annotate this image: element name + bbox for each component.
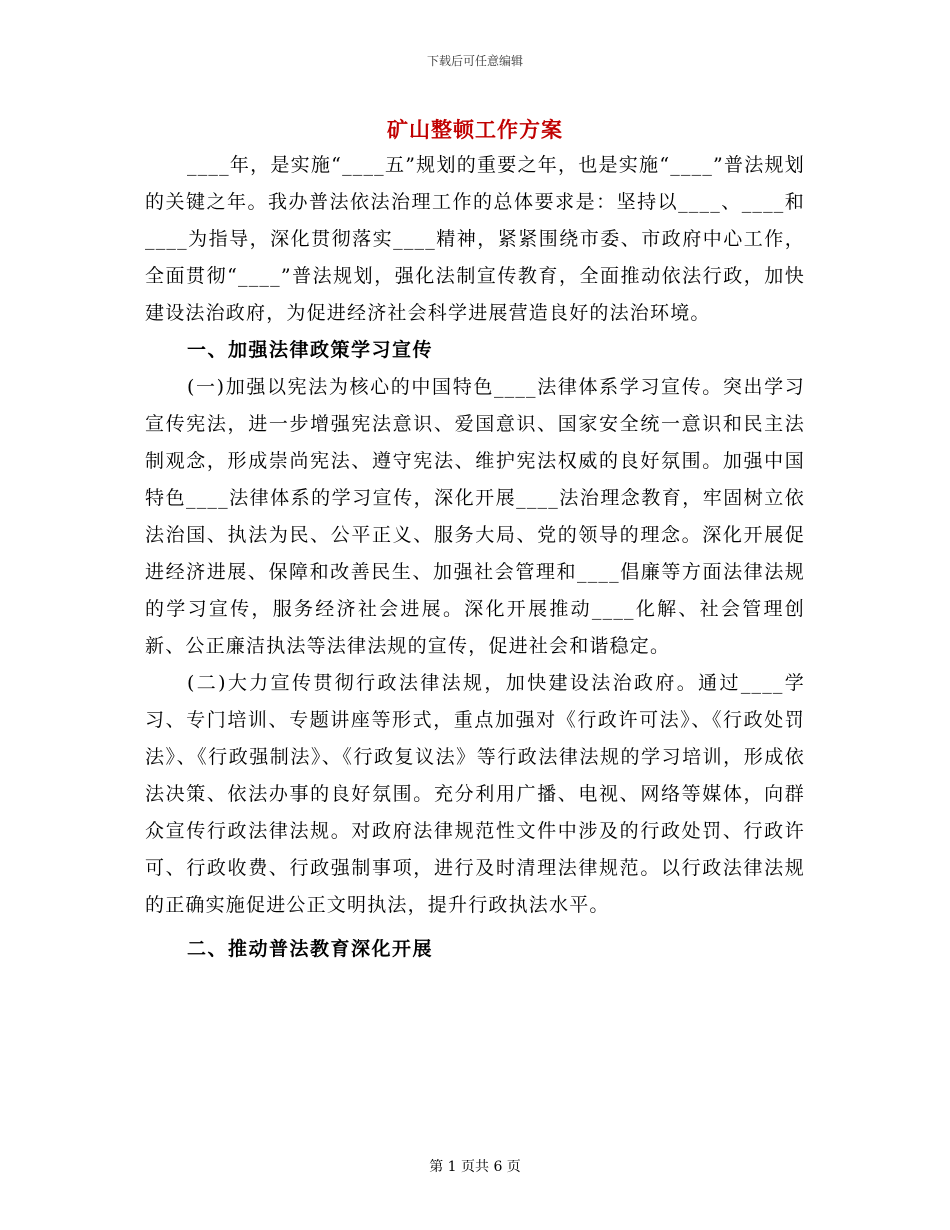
section-1-paragraph-1: (一)加强以宪法为核心的中国特色____法律体系学习宣传。突出学习宣传宪法，进一步增强宪法意识、爱国意识、国家安全统一意识和民主法制观念，形成崇尚宪法、遵守宪法、维护宪法权威的良好氛围。加强中国特色____法律体系的学习宣传，深化开展____法治理念教育，牢固树立依法治国、执法为民、公平正义、服务大局、党的领导的理念。深化开展促进经济进展、保障和改善民生、加强社会管理和____倡廉等方面法律法规的学习宣传，服务经济社会进展。深化开展推动____化解、社会管理创新、公正廉洁执法等法律法规的宣传，促进社会和谐稳定。 (145, 376, 805, 657)
intro-paragraph: ____年，是实施“____五”规划的重要之年，也是实施“____”普法规划的关键之年。我办普法依法治理工作的总体要求是：坚持以____、____和____为指导，深化贯彻落实____精神，紧紧围绕市委、市政府中心工作，全面贯彻“____”普法规划，强化法制宣传教育，全面推动依法行政，加快建设法治政府，为促进经济社会科学进展营造良好的法治环境。 (145, 154, 805, 324)
section-1-heading: 一、加强法律政策学习宣传 (187, 339, 434, 361)
document-body (145, 147, 805, 968)
section-1-paragraph-2: (二)大力宣传贯彻行政法律法规，加快建设法治政府。通过____学习、专门培训、专题讲座等形式，重点加强对《行政许可法》、《行政处罚法》、《行政强制法》、《行政复议法》等行政法律法规的学习培训，形成依法决策、依法办事的良好氛围。充分利用广播、电视、网络等媒体，向群众宣传行政法律法规。对政府法律规范性文件中涉及的行政处罚、行政许可、行政收费、行政强制事项，进行及时清理法律规范。以行政法律法规的正确实施促进公正文明执法，提升行政执法水平。 (145, 672, 805, 916)
document-title: 矿山整顿工作方案 (387, 117, 563, 142)
page-footer: 第 1 页共 6 页 (429, 1159, 521, 1175)
page-header: 下载后可任意编辑 (426, 54, 523, 68)
section-2-heading: 二、推动普法教育深化开展 (187, 938, 434, 960)
